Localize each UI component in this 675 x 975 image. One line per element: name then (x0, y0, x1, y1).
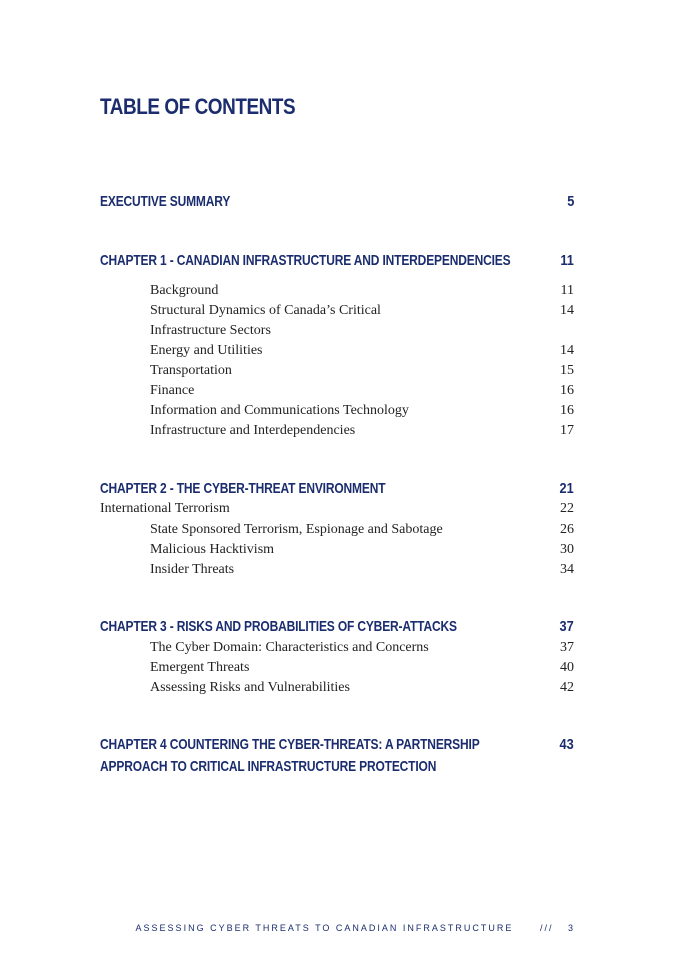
toc-item[interactable] (0, 363, 675, 383)
page-number: 14 (560, 343, 574, 358)
page-number: 14 (560, 303, 574, 318)
page-number: 40 (560, 660, 574, 675)
chapter-label-line-1: CHAPTER 4 COUNTERING THE CYBER-THREATS: A PARTNERSHIP (100, 736, 480, 753)
page-number: 37 (560, 640, 574, 655)
item-label: Background (150, 283, 219, 298)
page-number: 43 (559, 736, 574, 753)
toc-item[interactable] (0, 522, 675, 542)
toc-item[interactable] (0, 283, 675, 303)
toc-chapter-2[interactable] (0, 480, 675, 500)
page-number: 17 (560, 423, 574, 438)
running-title: ASSESSING CYBER THREATS TO CANADIAN INFRASTRUCTURE (135, 923, 514, 933)
footer-page-number: 3 (567, 923, 575, 933)
item-label: Emergent Threats (150, 660, 250, 675)
item-label: Information and Communications Technology (150, 403, 409, 418)
page-number: 42 (560, 680, 574, 695)
page-number: 11 (560, 283, 574, 298)
page-number: 34 (560, 562, 574, 577)
toc-item[interactable] (0, 660, 675, 680)
toc-chapter-1[interactable] (0, 252, 675, 272)
toc-item[interactable] (0, 562, 675, 582)
item-label: The Cyber Domain: Characteristics and Concerns (150, 640, 429, 655)
toc-item[interactable] (0, 680, 675, 700)
toc-item[interactable] (0, 542, 675, 562)
item-label: Structural Dynamics of Canada’s Critical (150, 303, 381, 318)
page-number: 26 (560, 522, 574, 537)
page-number: 15 (560, 363, 574, 378)
item-label: State Sponsored Terrorism, Espionage and Sabotage (150, 522, 443, 537)
toc-item[interactable] (0, 323, 675, 343)
item-label: Transportation (150, 363, 232, 378)
toc-item[interactable] (0, 640, 675, 660)
toc-chapter-3[interactable] (0, 618, 675, 638)
toc-item[interactable] (0, 343, 675, 363)
toc-item[interactable] (0, 403, 675, 423)
item-label: Insider Threats (150, 562, 235, 577)
item-label: Assessing Risks and Vulnerabilities (150, 680, 350, 695)
page-number: 22 (560, 501, 574, 516)
entry-label: International Terrorism (100, 501, 230, 516)
footer-separator: /// (539, 923, 554, 933)
toc-item[interactable] (0, 383, 675, 403)
page-number: 30 (560, 542, 574, 557)
chapter-label-line-2: APPROACH TO CRITICAL INFRASTRUCTURE PROTECTION (100, 758, 437, 775)
toc-chapter-4-continued[interactable] (0, 758, 675, 778)
item-label: Energy and Utilities (150, 343, 263, 358)
page-footer (136, 923, 575, 933)
page-number: 11 (560, 252, 574, 269)
page-number: 21 (559, 480, 574, 497)
page-number: 5 (566, 193, 574, 210)
chapter-label: CHAPTER 3 - RISKS AND PROBABILITIES OF CYBER-ATTACKS (100, 618, 457, 635)
toc-executive-summary[interactable] (0, 193, 675, 213)
page-number: 16 (560, 403, 574, 418)
toc-chapter-4[interactable] (0, 736, 675, 756)
toc-item[interactable] (0, 423, 675, 443)
chapter-label: CHAPTER 1 - CANADIAN INFRASTRUCTURE AND INTERDEPENDENCIES (100, 252, 511, 269)
item-label: Finance (150, 383, 195, 398)
item-label: Infrastructure and Interdependencies (150, 423, 356, 438)
page-number: 37 (559, 618, 574, 635)
item-label: Infrastructure Sectors (150, 323, 271, 338)
item-label: Malicious Hacktivism (150, 542, 275, 557)
toc-item[interactable] (0, 303, 675, 323)
page-number: 16 (560, 383, 574, 398)
section-label: EXECUTIVE SUMMARY (100, 193, 231, 210)
toc-entry[interactable] (0, 501, 675, 521)
page-title: TABLE OF CONTENTS (100, 94, 296, 119)
chapter-label: CHAPTER 2 - THE CYBER-THREAT ENVIRONMENT (100, 480, 386, 497)
